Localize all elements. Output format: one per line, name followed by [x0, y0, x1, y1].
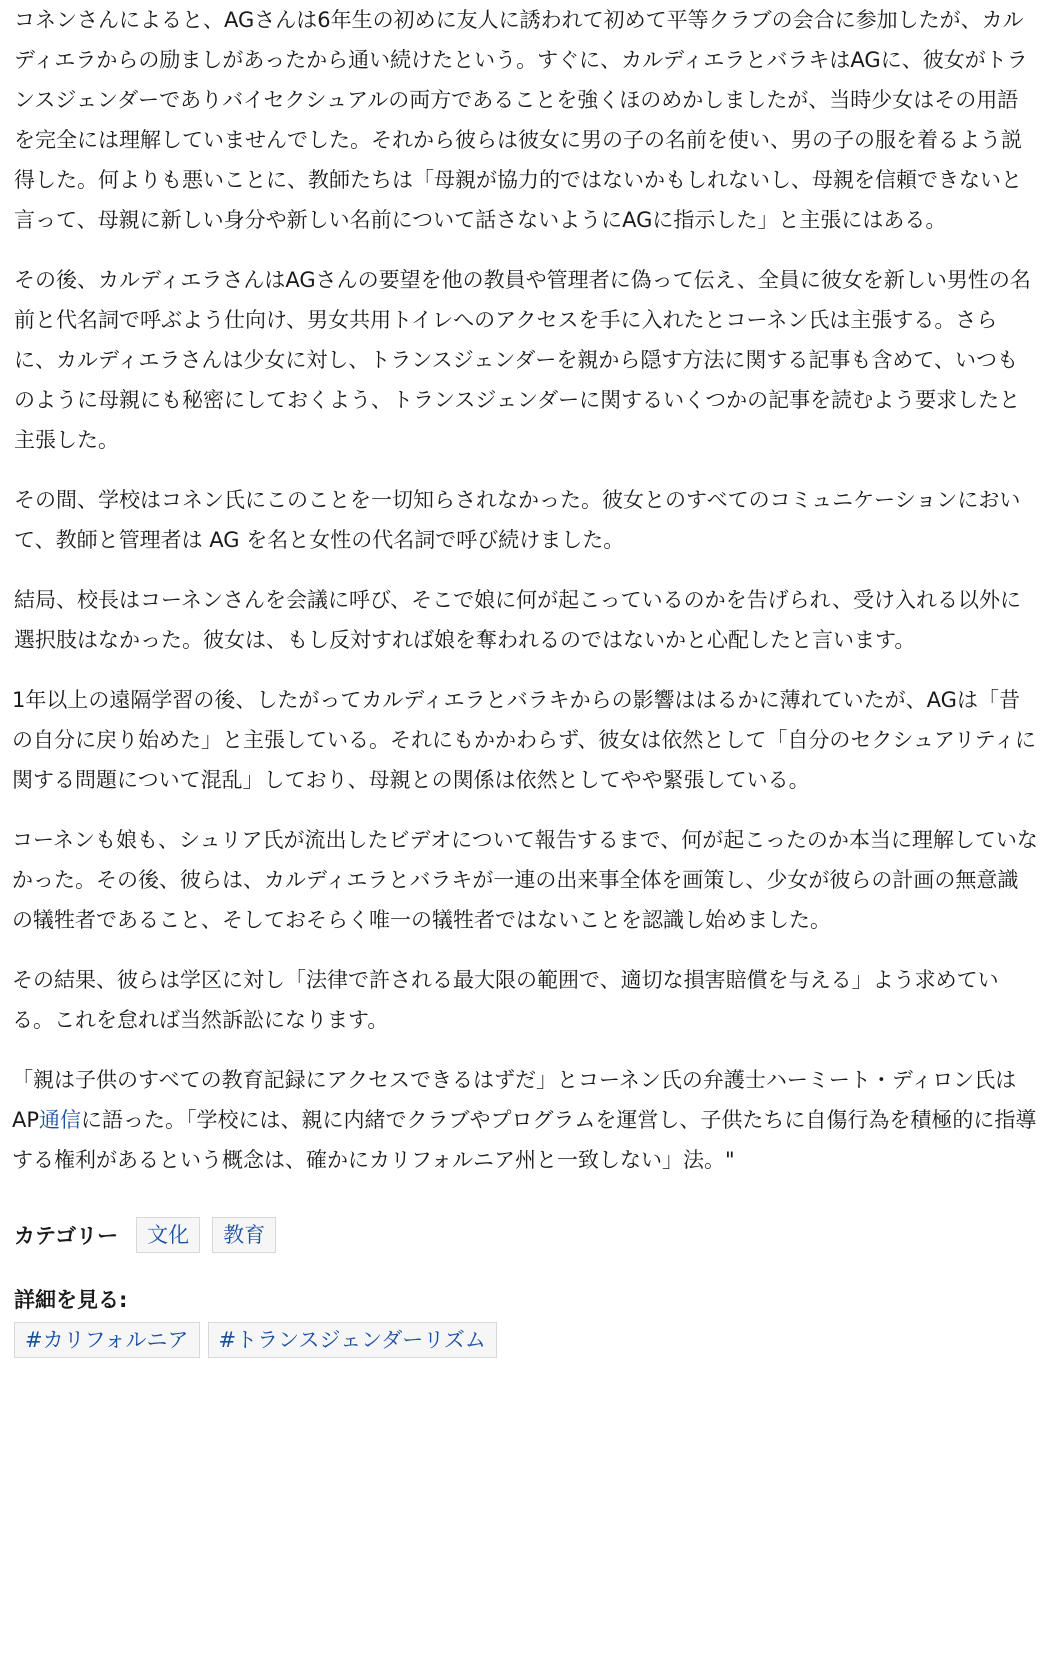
category-chip-culture[interactable]: 文化 — [136, 1217, 200, 1253]
paragraph-4: 結局、校長はコーネンさんを会議に呼び、そこで娘に何が起こっているのかを告げられ、受け入れる以外に選択肢はなかった。彼女は、もし反対すれば娘を奪われるのではないかと心配したと言います。 — [14, 588, 1021, 652]
paragraph-2: その後、カルディエラさんはAGさんの要望を他の教員や管理者に偽って伝え、全員に彼女を新しい男性の名前と代名詞で呼ぶよう仕向け、男女共用トイレへのアクセスを手に入れたとコーネン氏は主張する。さらに、カルディエラさんは少女に対し、トランスジェンダーを親から隠す方法に関する記事も含めて、いつものように母親にも秘密にしておくよう、トランスジェンダーに関するいくつかの記事を読むよう要求したと主張した。 — [14, 268, 1031, 452]
quote-paragraph — [12, 1060, 1038, 1180]
paragraph-1: コネンさんによると、AGさんは6年生の初めに友人に誘われて初めて平等クラブの会合に参加したが、カルディエラからの励ましがあったから通い続けたという。すぐに、カルディエラとバラキはAGに、彼女がトランスジェンダーでありバイセクシュアルの両方であることを強くほのめかしましたが、当時少女はその用語を完全には理解していませんでした。それから彼らは彼女に男の子の名前を使い、男の子の服を着るよう説得した。何よりも悪いことに、教師たちは「母親が協力的ではないかもしれないし、母親を信頼できないと言って、母親に新しい身分や新しい名前について話さないようにAGに指示した」と主張にはある。 — [14, 8, 1028, 232]
category-chip-education[interactable]: 教育 — [212, 1217, 276, 1253]
paragraph-5: 1年以上の遠隔学習の後、したがってカルディエラとバラキからの影響ははるかに薄れていたが、AGは「昔の自分に戻り始めた」と主張している。それにもかかわらず、彼女は依然として「自分のセクシュアリティに関する問題について混乱」しており、母親との関係は依然としてやや緊張している。 — [12, 688, 1036, 792]
tag-chip-california[interactable]: #カリフォルニア — [14, 1322, 200, 1358]
tag-chip-transgenderism[interactable]: #トランスジェンダーリズム — [208, 1322, 497, 1358]
quote-before: 「親は子供のすべての教育記録にアクセスできるはずだ」とコーネン氏の弁護士ハーミート・ディロン氏はAP — [12, 1068, 1017, 1132]
paragraph-7: その結果、彼らは学区に対し「法律で許される最大限の範囲で、適切な損害賠償を与える」よう求めている。これを怠れば当然訴訟になります。 — [12, 968, 999, 1032]
see-more-label: 詳細を見る: — [14, 1288, 128, 1312]
ap-news-link[interactable]: 通信 — [39, 1108, 82, 1132]
categories-label: カテゴリー — [14, 1224, 119, 1248]
paragraph-6: コーネンも娘も、シュリア氏が流出したビデオについて報告するまで、何が起こったのか本当に理解していなかった。その後、彼らは、カルディエラとバラキが一連の出来事全体を画策し、少女が彼らの計画の無意識の犠牲者であること、そしておそらく唯一の犠牲者ではないことを認識し始めました。 — [12, 828, 1038, 932]
paragraph-3: その間、学校はコネン氏にこのことを一切知らされなかった。彼女とのすべてのコミュニケーションにおいて、教師と管理者は AG を名と女性の代名詞で呼び続けました。 — [14, 488, 1021, 552]
categories-row — [14, 1216, 1038, 1254]
quote-after: に語った。「学校には、親に内緒でクラブやプログラムを運営し、子供たちに自傷行為を積極的に指導する権利があるという概念は、確かにカリフォルニア州と一致しない」法。" — [12, 1108, 1037, 1172]
tag-list — [14, 1322, 1038, 1358]
